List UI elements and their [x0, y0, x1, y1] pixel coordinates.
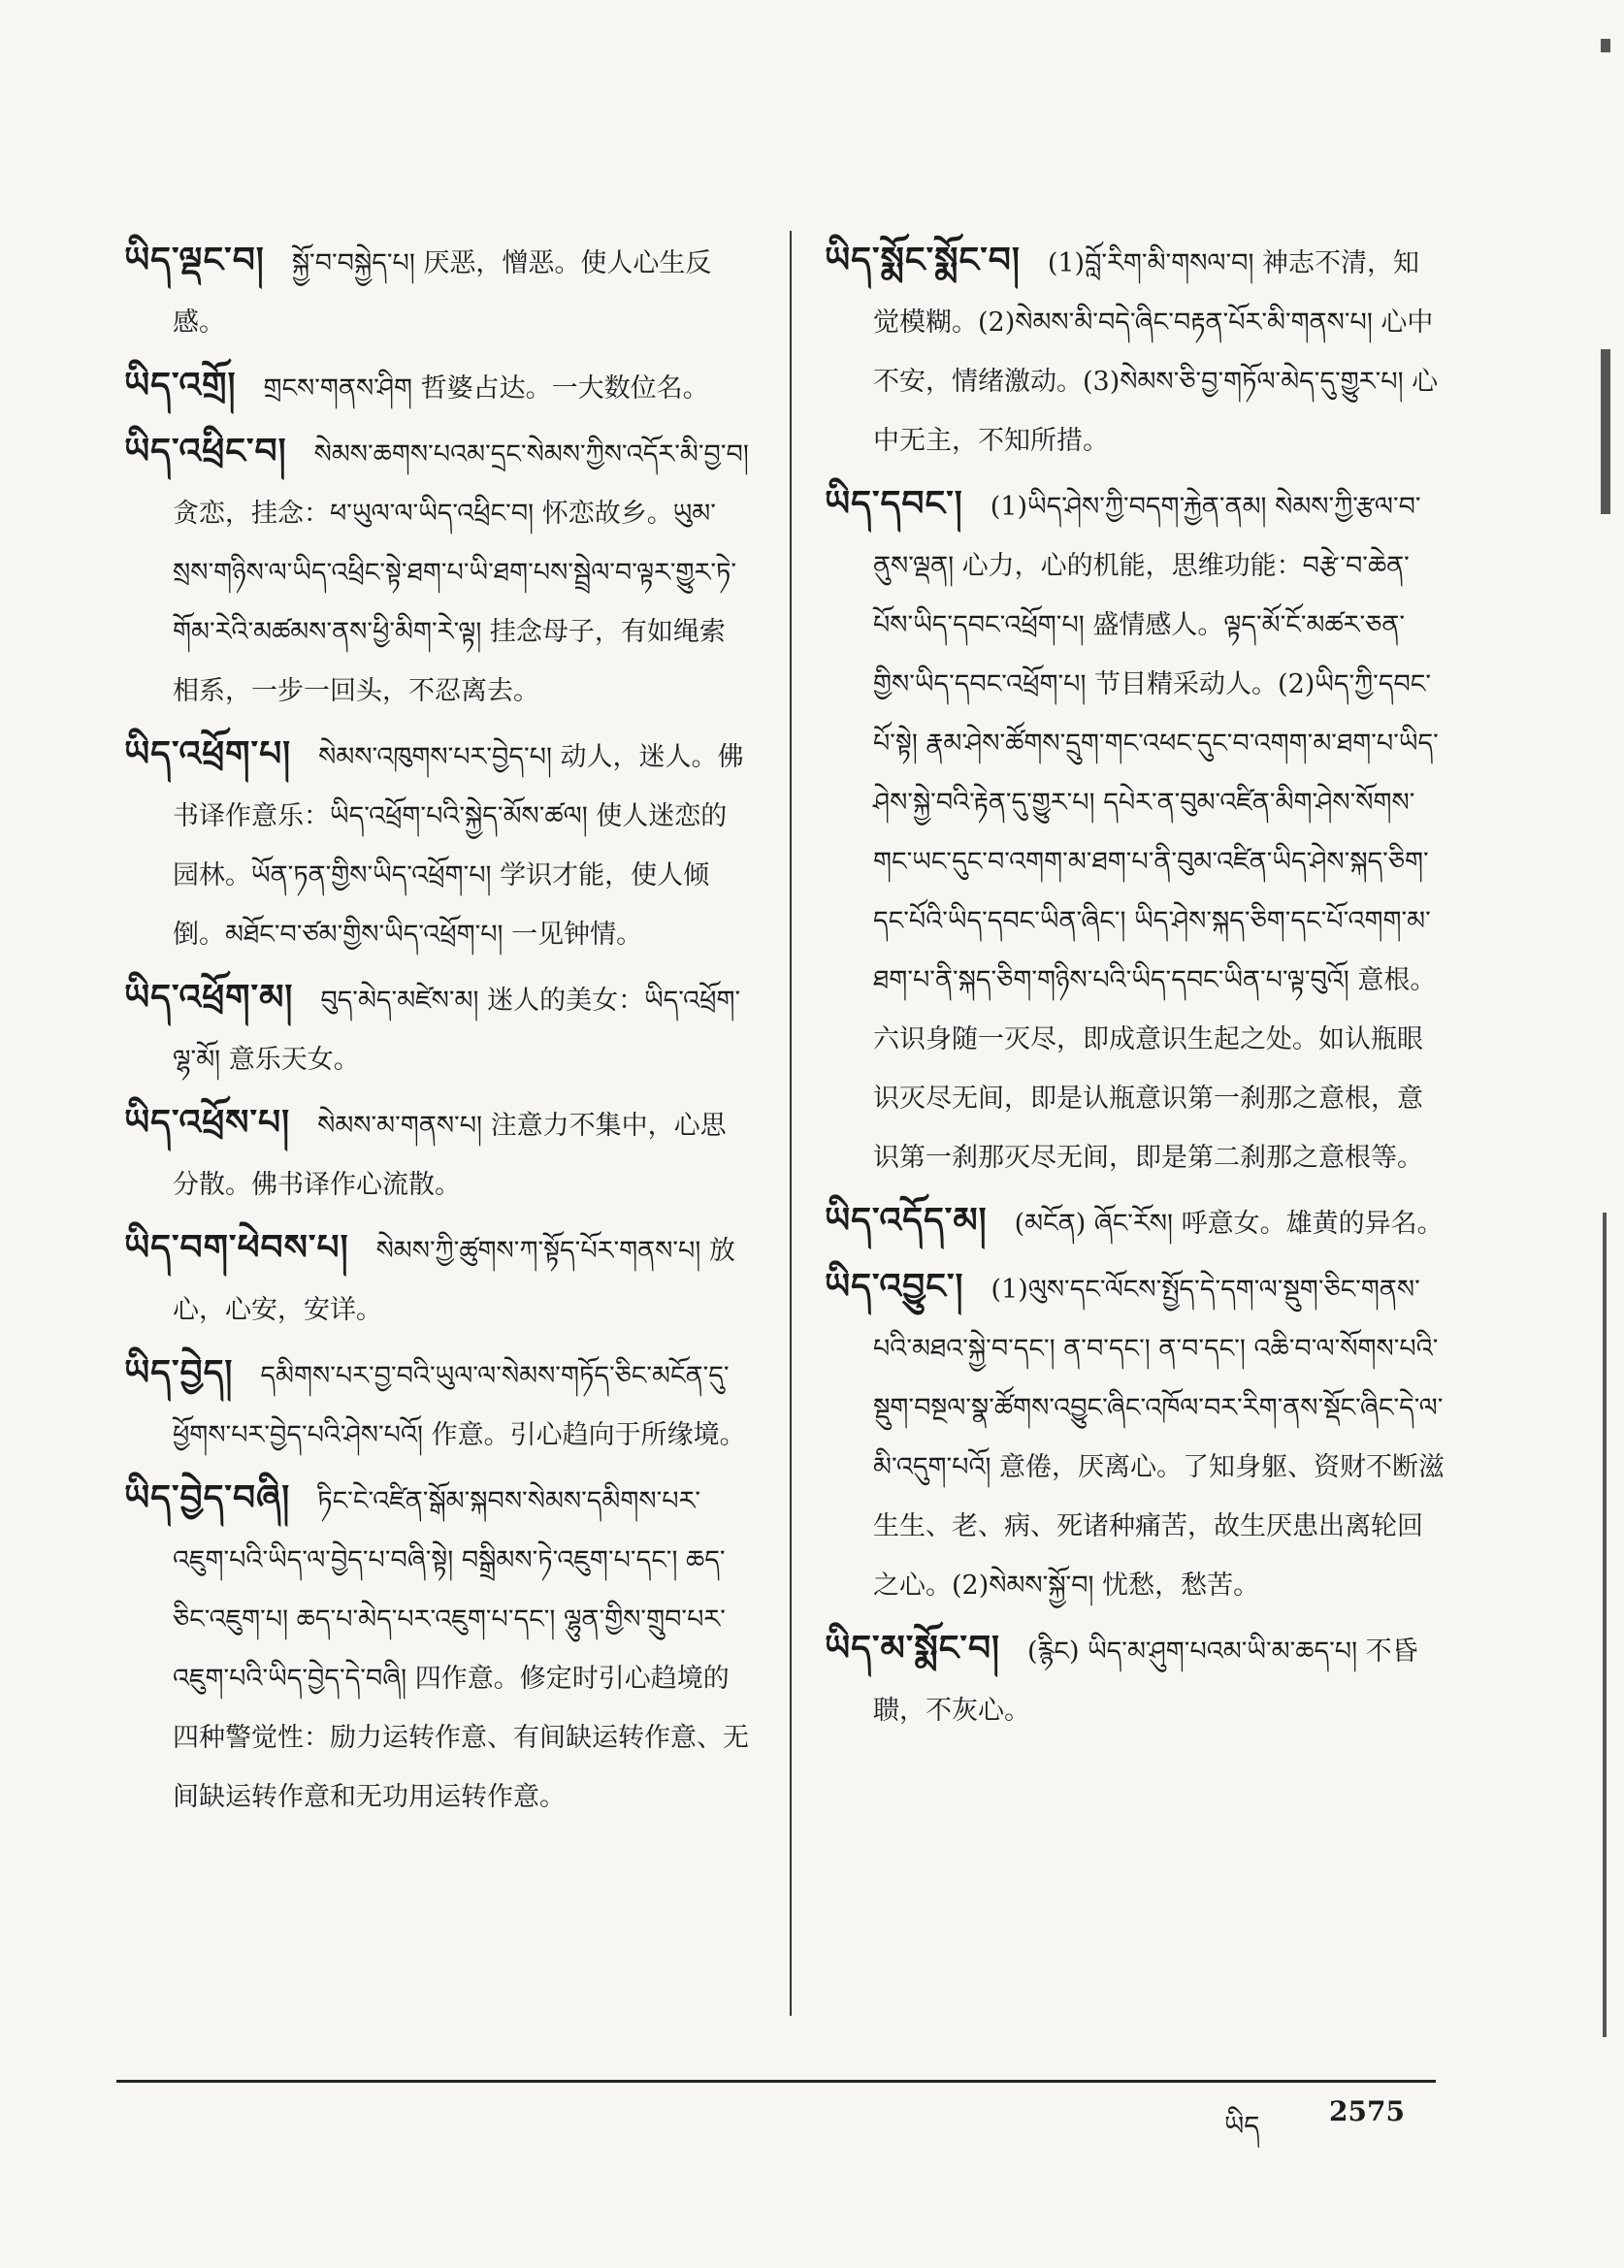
entry-definition: ཏིང་ངེ་འཛིན་སྒོམ་སྐབས་སེམས་དམིགས་པར་འཇུག་པའི་ཡིད་ལ་བྱེད་པ་བཞི་སྟེ། བསྒྲིམས་ཏེ་འཇུག་པ་དང་། ཆད་ཅིང་འཇུག་པ། ཆད་པ་མེད་པར་འཇུག་པ་དང་། ལྷུན་གྱིས་གྲུབ་པར་འཇུག་པའི་ཡིད་བྱེད་དེ་བཞི། 四作意。修定时引心趋境的四种警觉性：励力运转作意、有间缺运转作意、无间缺运转作意和无功用运转作意。 — [173, 1486, 749, 1812]
dictionary-entry — [124, 231, 750, 352]
entry-headword: ཡིད་འབྱུང་། — [825, 1266, 964, 1307]
column-divider — [790, 231, 792, 2016]
entry-headword: ཡིད་བག་ཕེབས་པ། — [124, 1227, 349, 1268]
entry-definition: དམིགས་པར་བྱ་བའི་ཡུལ་ལ་སེམས་གཏོད་ཅིང་མངོན་དུ་ཕྱོགས་པར་བྱེད་པའི་ཤེས་པའོ། 作意。引心趋向于所缘境。 — [173, 1361, 746, 1450]
entry-headword: ཡིད་དབང་། — [825, 483, 963, 524]
page-number: 2575 — [1329, 2095, 1405, 2127]
dictionary-entry — [825, 231, 1445, 470]
entry-definition: བུད་མེད་མཛེས་མ། 迷人的美女：ཡིད་འཕྲོག་ལྷ་མོ། 意乐天女。 — [173, 986, 741, 1075]
entry-headword: ཡིད་མ་སྨོང་བ། — [825, 1628, 1001, 1669]
edge-mark — [1603, 1213, 1607, 2037]
bottom-rule — [116, 2080, 1436, 2083]
entry-headword: ཡིད་འཕྲོག་པ། — [124, 733, 292, 774]
edge-mark — [1601, 39, 1610, 52]
left-column — [124, 231, 750, 1831]
right-column — [825, 231, 1445, 1744]
entry-definition: སེམས་ཆགས་པའམ་དྲང་སེམས་ཀྱིས་འདོར་མི་བྱ་བ། 贪恋，挂念：ཕ་ཡུལ་ལ་ཡིད་འཕྲིང་བ། 怀恋故乡。ཡུམ་སྲས་གཉིས་ལ་ཡིད་འཕྲིང་སྟེ་ཐག་པ་ཡི་ཐག་པས་སྦྲེལ་བ་ལྟར་གྱུར་ཏེ་གོམ་རེའི་མཚམས་ནས་ཕྱི་མིག་རེ་ལྟ། 挂念母子，有如绳索相系，一步一回头，不忍离去。 — [173, 439, 749, 706]
dictionary-entry — [124, 1469, 750, 1827]
entry-definition: སྐྱོ་བ་བསྐྱེད་པ། 厌恶，憎恶。使人心生反感。 — [173, 248, 712, 338]
entry-definition: སེམས་མ་གནས་པ། 注意力不集中，心思分散。佛书译作心流散。 — [173, 1111, 727, 1200]
entry-definition: (1)ལུས་དང་ལོངས་སྤྱོད་དེ་དག་ལ་སྡུག་ཅིང་གནས་པའི་མཐའ་སྐྱེ་བ་དང་། ན་བ་དང་། ན་བ་དང་། འཆི་བ་ལ་སོགས་པའི་སྡུག་བསྔལ་སྣ་ཚོགས་འབྱུང་ཞིང་འཁོལ་བར་རིག་ནས་སྡོང་ཞིང་དེ་ལ་མི་འདུག་པའོ། 意倦，厌离心。了知身躯、资财不断滋生生、老、病、死诸种痛苦，故生厌患出离轮回之心。(2)སེམས་སྐྱོ་བ། 忧愁，愁苦。 — [873, 1275, 1445, 1601]
entry-definition: (1)བློ་རིག་མི་གསལ་བ། 神志不清，知觉模糊。(2)སེམས་མི་བདེ་ཞིང་བརྟན་པོར་མི་གནས་པ། 心中不安，情绪激动。(3)སེམས་ཅི་བྱ་གཏོལ་མེད་དུ་གྱུར་པ། 心中无主，不知所措。 — [873, 248, 1439, 456]
dictionary-entry — [825, 474, 1445, 1187]
entry-definition: (མངོན) ཞོང་རོས། 呼意女。雄黄的异名。 — [1014, 1209, 1444, 1239]
entry-headword: ཡིད་སྨོང་སྨོང་བ། — [825, 240, 1021, 280]
dictionary-entry — [124, 356, 750, 418]
dictionary-entry — [825, 1619, 1445, 1740]
dictionary-entry — [124, 1344, 750, 1465]
entry-headword: ཡིད་འཕྲོས་པ། — [124, 1102, 291, 1143]
entry-definition: སེམས་འཁུགས་པར་བྱེད་པ། 动人，迷人。佛书译作意乐：ཡིད་འཕྲོག་པའི་སྐྱེད་མོས་ཚལ། 使人迷恋的园林。ཡོན་ཏན་གྱིས་ཡིད་འཕྲོག་པ། 学识才能，使人倾倒。མཐོང་བ་ཙམ་གྱིས་ཡིད་འཕྲོག་པ། 一见钟情。 — [173, 742, 744, 950]
entry-definition: (1)ཡིད་ཤེས་ཀྱི་བདག་རྐྱེན་ནམ། སེམས་ཀྱི་རྩལ་བ་ནུས་ལྡན། 心力，心的机能，思维功能：བརྩེ་བ་ཆེན་པོས་ཡིད་དབང་འཕྲོག་པ། 盛情感人。ལྟད་མོ་ངོ་མཚར་ཅན་གྱིས་ཡིད་དབང་འཕྲོག་པ། 节目精采动人。(2)ཡིད་ཀྱི་དབང་པོ་སྟེ། རྣམ་ཤེས་ཚོགས་དྲུག་གང་འཕང་དུང་བ་འགག་མ་ཐག་པ་ཡིད་ཤེས་སྐྱེ་བའི་རྟེན་དུ་གྱུར་པ། དཔེར་ན་བུམ་འཛིན་མིག་ཤེས་སོགས་གང་ཡང་དུང་བ་འགག་མ་ཐག་པ་ནི་བུམ་འཛིན་ཡིད་ཤེས་སྐད་ཅིག་དང་པོའི་ཡིད་དབང་ཡིན་ཞིང་། ཡིད་ཤེས་སྐད་ཅིག་དང་པོ་འགག་མ་ཐག་པ་ནི་སྐད་ཅིག་གཉིས་པའི་ཡིད་དབང་ཡིན་པ་ལྟ་བུའོ། 意根。六识身随一灭尽，即成意识生起之处。如认瓶眼识灭尽无间，即是认瓶意识第一刹那之意根，意识第一刹那灭尽无间，即是第二刹那之意根等。 — [873, 492, 1439, 1173]
entry-headword: ཡིད་འགྲོ། — [124, 365, 237, 405]
dictionary-entry — [124, 725, 750, 964]
entry-definition: གྲངས་གནས་ཤིག 哲婆占达。一大数位名。 — [263, 373, 709, 404]
entry-headword: ཡིད་བྱེད། — [124, 1352, 234, 1393]
entry-definition: (རྙིང) ཡིད་མ་ཤུག་པའམ་ཡི་མ་ཆད་པ། 不昏聩，不灰心。 — [873, 1636, 1418, 1726]
dictionary-entry — [825, 1257, 1445, 1615]
dictionary-entry — [124, 422, 750, 721]
entry-headword: ཡིད་འཕྲོག་མ། — [124, 977, 294, 1018]
entry-headword: ཡིད་འཕྲིང་བ། — [124, 431, 287, 471]
entry-headword: ཡིད་འདོད་མ། — [825, 1200, 988, 1241]
dictionary-entry — [825, 1191, 1445, 1253]
footer-headword: ཡིད — [1224, 2110, 1260, 2142]
entry-headword: ཡིད་ལྡང་བ། — [124, 240, 265, 280]
dictionary-entry — [124, 1093, 750, 1215]
edge-mark — [1601, 349, 1610, 514]
dictionary-entry — [124, 1218, 750, 1340]
entry-headword: ཡིད་བྱེད་བཞི། — [124, 1477, 291, 1518]
dictionary-entry — [124, 968, 750, 1089]
entry-definition: སེམས་ཀྱི་ཚུགས་ཀ་སྟོད་པོར་གནས་པ། 放心，心安，安详。 — [173, 1236, 735, 1325]
